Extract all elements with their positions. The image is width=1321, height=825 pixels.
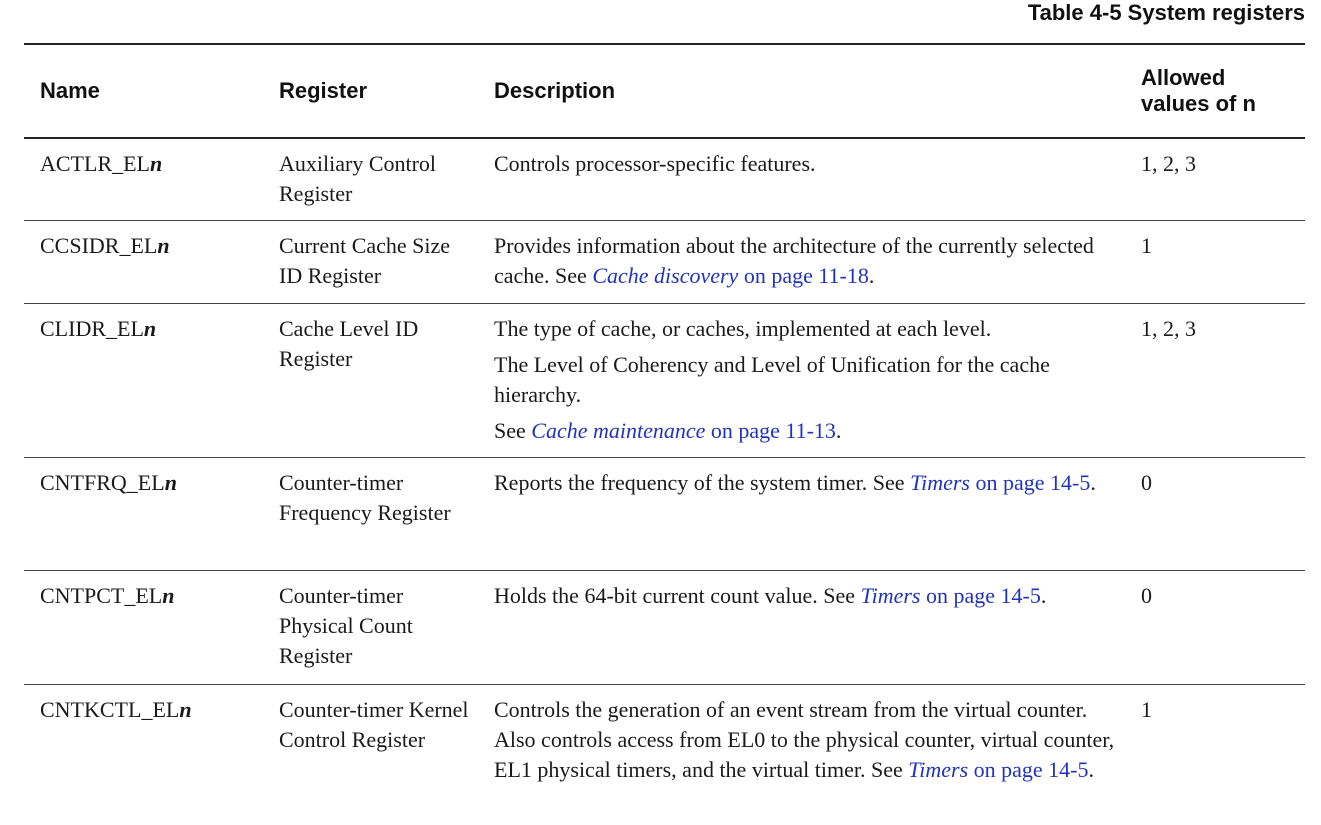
- register-description: The type of cache, or caches, implemented at each level. The Level of Coherency and Level of Unification for the cache hierarchy. See Cache maintenance on page 11-13.: [478, 304, 1137, 458]
- register-full-name: Counter-timer Frequency Register: [263, 458, 478, 571]
- register-description: Holds the 64-bit current count value. See Timers on page 14-5.: [478, 571, 1137, 685]
- table-row: [24, 138, 1305, 221]
- header-register: Register: [263, 45, 478, 138]
- timers-link[interactable]: Timers on page 14-5: [861, 583, 1041, 608]
- header-name: Name: [24, 45, 263, 138]
- register-name: CLIDR_ELn: [24, 304, 263, 458]
- table-row: [24, 221, 1305, 304]
- register-description: Reports the frequency of the system timer. See Timers on page 14-5.: [478, 458, 1137, 571]
- register-description: Provides information about the architecture of the currently selected cache. See Cache discovery on page 11-18.: [478, 221, 1137, 304]
- register-name: CCSIDR_ELn: [24, 221, 263, 304]
- register-name: CNTKCTL_ELn: [24, 685, 263, 825]
- register-full-name: Counter-timer Physical Count Register: [263, 571, 478, 685]
- allowed-values: 0: [1137, 458, 1305, 571]
- register-full-name: Cache Level ID Register: [263, 304, 478, 458]
- cache-maintenance-link[interactable]: Cache maintenance on page 11-13: [531, 418, 836, 443]
- header-allowed-values: Allowed values of n: [1137, 45, 1305, 138]
- register-full-name: Current Cache Size ID Register: [263, 221, 478, 304]
- table-row: [24, 685, 1305, 825]
- register-description: Controls processor-specific features.: [478, 138, 1137, 221]
- register-description: Controls the generation of an event stream from the virtual counter. Also controls access from EL0 to the physical counter, virtual counter, EL1 physical timers, and the virtual timer. See Timers on page 14-5.: [478, 685, 1137, 825]
- allowed-values: 1, 2, 3: [1137, 138, 1305, 221]
- timers-link[interactable]: Timers on page 14-5: [910, 470, 1090, 495]
- register-full-name: Auxiliary Control Register: [263, 138, 478, 221]
- table-caption: Table 4-5 System registers: [1028, 0, 1305, 26]
- allowed-values: 1, 2, 3: [1137, 304, 1305, 458]
- table-row: [24, 571, 1305, 685]
- allowed-values: 1: [1137, 221, 1305, 304]
- register-name: CNTPCT_ELn: [24, 571, 263, 685]
- allowed-values: 0: [1137, 571, 1305, 685]
- cache-discovery-link[interactable]: Cache discovery on page 11-18: [592, 263, 869, 288]
- system-registers-table: [24, 45, 1305, 825]
- register-name: ACTLR_ELn: [24, 138, 263, 221]
- table-row: [24, 458, 1305, 571]
- register-name: CNTFRQ_ELn: [24, 458, 263, 571]
- table-row: [24, 304, 1305, 458]
- register-full-name: Counter-timer Kernel Control Register: [263, 685, 478, 825]
- header-row: [24, 45, 1305, 138]
- header-description: Description: [478, 45, 1137, 138]
- timers-link[interactable]: Timers on page 14-5: [908, 757, 1088, 782]
- allowed-values: 1: [1137, 685, 1305, 825]
